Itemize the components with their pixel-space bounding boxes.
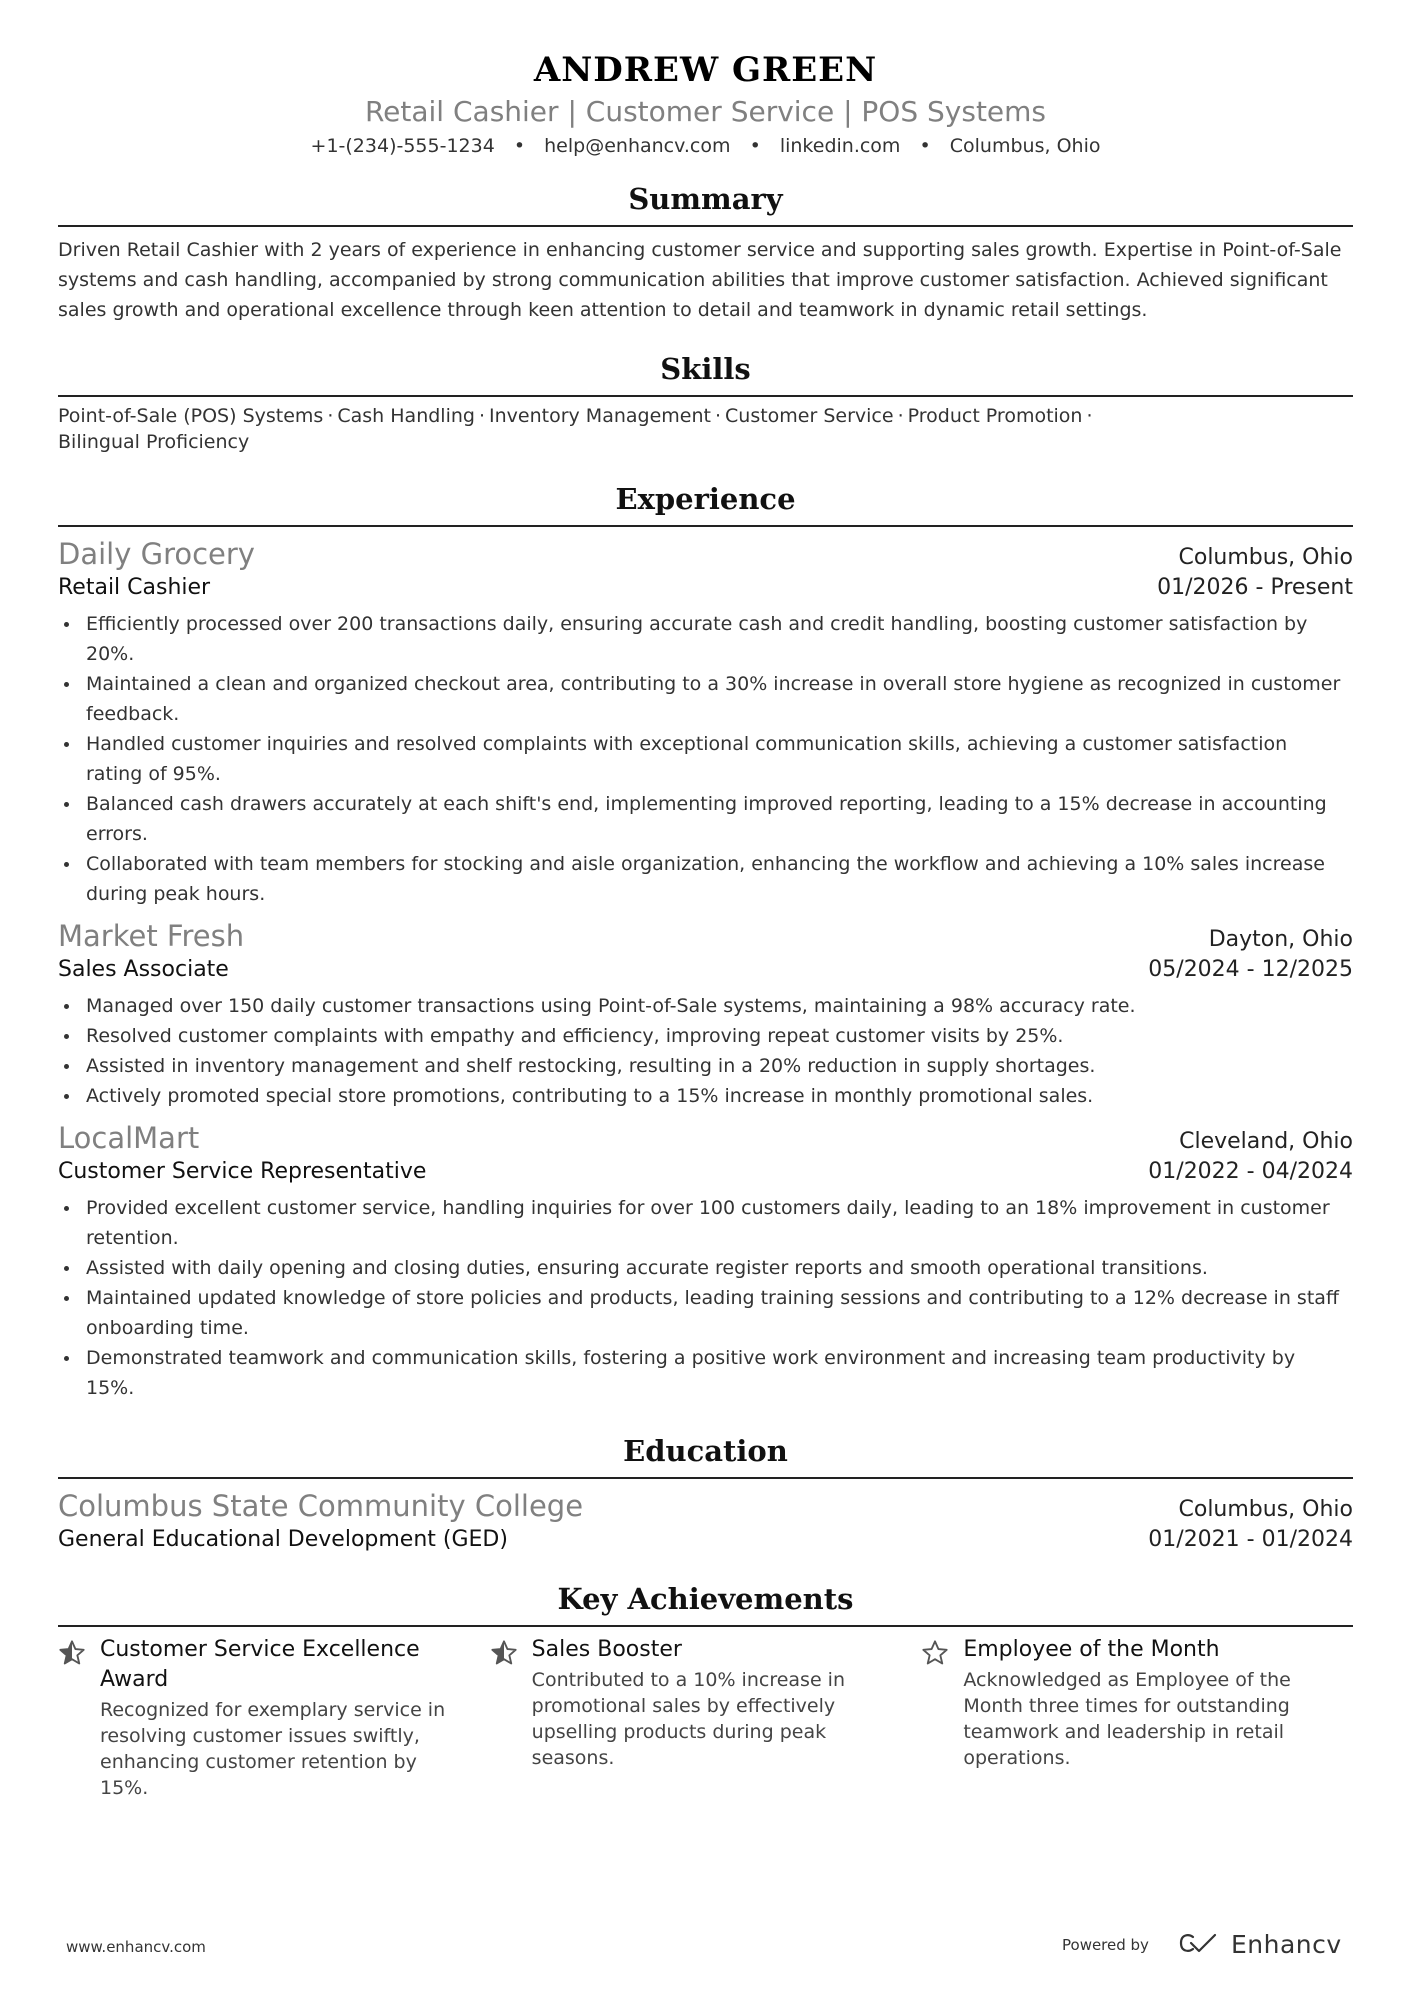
skill-separator: · xyxy=(714,405,722,427)
job-dates: 05/2024 - 12/2025 xyxy=(1148,957,1353,982)
job-bullet: Demonstrated teamwork and communication skills, fostering a positive work environment and increasing team productivity by 15%. xyxy=(58,1343,1353,1403)
phone-number: +1-(234)-555-1234 xyxy=(310,135,495,157)
achievement-title: Sales Booster xyxy=(531,1637,682,1662)
enhancv-logo-icon xyxy=(1177,1931,1223,1959)
achievement-title: Employee of the Month xyxy=(963,1637,1220,1662)
skill-separator: · xyxy=(327,405,334,427)
job-dates: 01/2022 - 04/2024 xyxy=(1148,1159,1353,1184)
experience-title: Experience xyxy=(58,481,1353,527)
achievement-title: Customer Service Excellence Award xyxy=(100,1637,420,1692)
education-section xyxy=(58,1433,1353,1555)
job-bullet: Managed over 150 daily customer transactions using Point-of-Sale systems, maintaining a 98% accuracy rate. xyxy=(58,991,1353,1021)
skill-separator: · xyxy=(897,405,904,427)
achievement-item xyxy=(490,1635,922,1801)
achievements-section xyxy=(58,1581,1353,1801)
outline-star-icon xyxy=(921,1635,963,1801)
job-company: LocalMart xyxy=(58,1121,200,1155)
job-entry xyxy=(58,1119,1353,1403)
job-role: Sales Associate xyxy=(58,957,229,982)
footer-website-link[interactable]: www.enhancv.com xyxy=(66,1938,206,1956)
achievements-grid xyxy=(58,1635,1353,1801)
achievement-description: Contributed to a 10% increase in promotional sales by effectively upselling products during peak seasons. xyxy=(531,1669,845,1769)
job-bullet: Balanced cash drawers accurately at each shift's end, implementing improved reporting, leading to a 15% decrease in accounting errors. xyxy=(58,789,1353,849)
candidate-name: ANDREW GREEN xyxy=(533,50,878,90)
contact-separator: • xyxy=(513,135,526,157)
job-entry xyxy=(58,535,1353,909)
achievement-description: Recognized for exemplary service in resolving customer issues swiftly, enhancing customer retention by 15%. xyxy=(100,1699,446,1799)
achievement-item xyxy=(58,1635,490,1801)
job-bullet: Maintained a clean and organized checkout area, contributing to a 30% increase in overall store hygiene as recognized in customer feedback. xyxy=(58,669,1353,729)
summary-title: Summary xyxy=(58,181,1353,227)
experience-section xyxy=(58,481,1353,1403)
job-location: Columbus, Ohio xyxy=(1178,545,1353,570)
candidate-headline: Retail Cashier | Customer Service | POS Systems xyxy=(364,95,1047,128)
skills-title: Skills xyxy=(58,351,1353,397)
brand-name: Enhancv xyxy=(1230,1930,1342,1959)
job-bullet: Maintained updated knowledge of store policies and products, leading training sessions and contributing to a 12% decrease in staff onboarding time. xyxy=(58,1283,1353,1343)
skills-section xyxy=(58,351,1353,455)
skill-item: Inventory Management xyxy=(489,405,711,427)
skill-item: Cash Handling xyxy=(337,405,475,427)
job-bullets xyxy=(58,1193,1353,1403)
job-bullet: Assisted with daily opening and closing duties, ensuring accurate register reports and smooth operational transitions. xyxy=(58,1253,1353,1283)
achievement-item xyxy=(921,1635,1353,1801)
job-bullet: Collaborated with team members for stocking and aisle organization, enhancing the workflow and achieving a 10% sales increase during peak hours. xyxy=(58,849,1353,909)
job-bullet: Actively promoted special store promotions, contributing to a 15% increase in monthly promotional sales. xyxy=(58,1081,1353,1111)
powered-by-label: Powered by xyxy=(1062,1935,1149,1954)
contact-separator: • xyxy=(919,135,931,157)
skill-separator: · xyxy=(1086,405,1093,427)
skill-item: Point-of-Sale (POS) Systems xyxy=(58,405,324,427)
job-bullet: Resolved customer complaints with empathy and efficiency, improving repeat customer visits by 25%. xyxy=(58,1021,1353,1051)
job-bullet: Handled customer inquiries and resolved complaints with exceptional communication skills, achieving a customer satisfaction rating of 95%. xyxy=(58,729,1353,789)
contact-separator: • xyxy=(749,135,761,157)
job-dates: 01/2026 - Present xyxy=(1157,575,1353,600)
achievements-title: Key Achievements xyxy=(58,1581,1353,1627)
job-bullet: Assisted in inventory management and shelf restocking, resulting in a 20% reduction in supply shortages. xyxy=(58,1051,1353,1081)
summary-text: Driven Retail Cashier with 2 years of experience in enhancing customer service and supporting sales growth. Expertise in Point-of-Sale systems and cash handling, accompanied by strong communication abilities that improve customer satisfaction. Achieved significant sales growth and operational excellence through keen attention to detail and teamwork in dynamic retail settings. xyxy=(58,239,1342,321)
summary-section xyxy=(58,181,1353,325)
job-company: Market Fresh xyxy=(58,919,245,953)
education-title: Education xyxy=(58,1433,1353,1479)
job-entry xyxy=(58,917,1353,1111)
job-bullets xyxy=(58,609,1353,909)
contact-location: Columbus, Ohio xyxy=(949,135,1101,157)
skill-item: Product Promotion xyxy=(907,405,1083,427)
contact-line xyxy=(58,133,1353,159)
education-degree: General Educational Development (GED) xyxy=(58,1527,508,1552)
job-location: Cleveland, Ohio xyxy=(1179,1129,1353,1154)
job-location: Dayton, Ohio xyxy=(1208,927,1353,952)
job-role: Customer Service Representative xyxy=(58,1159,427,1184)
job-company: Daily Grocery xyxy=(58,537,255,571)
job-bullet: Provided excellent customer service, handling inquiries for over 100 customers daily, leading to an 18% improvement in customer retention. xyxy=(58,1193,1353,1253)
half-star-icon xyxy=(58,1635,100,1801)
education-dates: 01/2021 - 01/2024 xyxy=(1148,1527,1353,1552)
job-bullet: Efficiently processed over 200 transactions daily, ensuring accurate cash and credit handling, boosting customer satisfaction by 20%. xyxy=(58,609,1353,669)
education-school: Columbus State Community College xyxy=(58,1489,584,1523)
education-location: Columbus, Ohio xyxy=(1178,1497,1353,1522)
education-entry xyxy=(58,1487,1353,1555)
skill-item: Bilingual Proficiency xyxy=(58,431,250,453)
email-link[interactable]: help@enhancv.com xyxy=(544,135,731,157)
footer-branding xyxy=(1062,1930,1342,1959)
skills-list xyxy=(58,403,1158,455)
linkedin-link[interactable]: linkedin.com xyxy=(779,135,901,157)
job-role: Retail Cashier xyxy=(58,575,211,600)
achievement-description: Acknowledged as Employee of the Month three times for outstanding teamwork and leadership in retail operations. xyxy=(963,1669,1291,1769)
job-bullets xyxy=(58,991,1353,1111)
skill-separator: · xyxy=(478,405,486,427)
skill-item: Customer Service xyxy=(725,405,894,427)
half-star-icon xyxy=(490,1635,532,1801)
resume-page xyxy=(58,48,1353,1801)
